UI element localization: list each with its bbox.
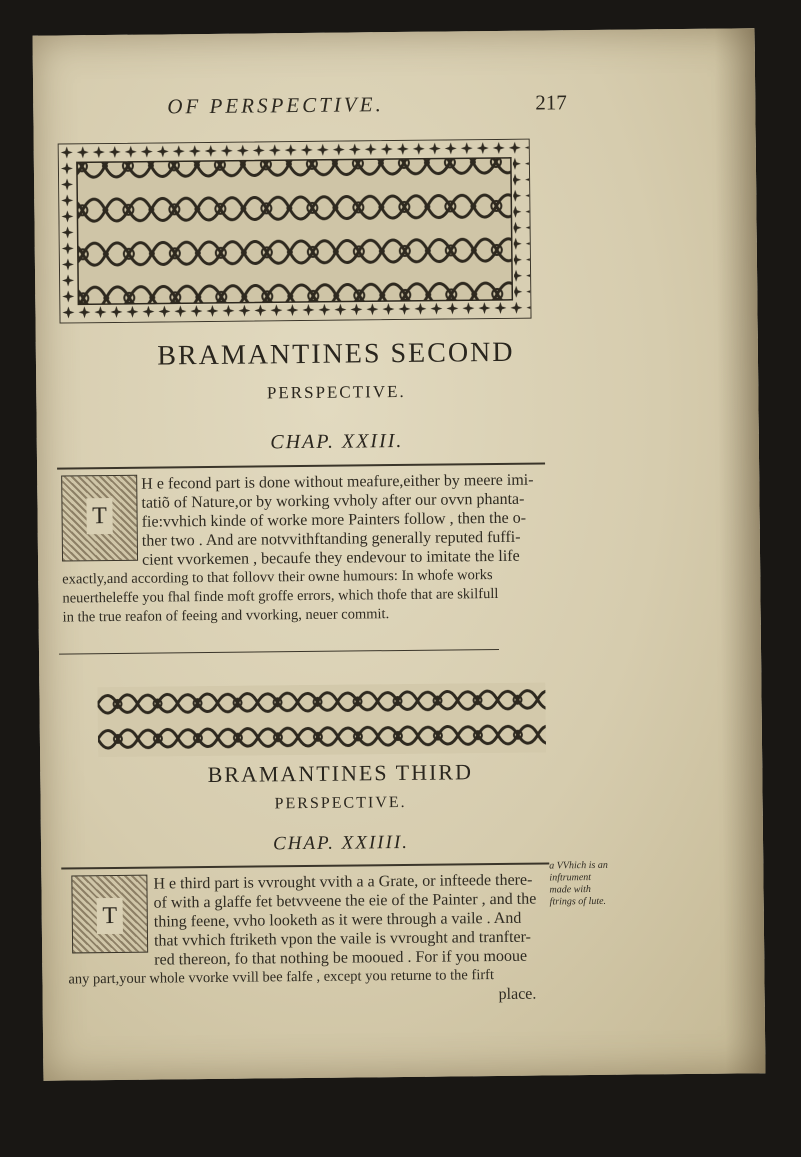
book-page bbox=[33, 28, 766, 1081]
text-line: that vvhich ftriketh vpon the vaile is vvrought and tranfter- bbox=[153, 928, 532, 950]
section-subtitle-third: PERSPECTIVE. bbox=[274, 793, 407, 813]
ornament-band-top bbox=[58, 139, 532, 324]
text-line: in the true reafon of feeing and vvorking, neuer commit. bbox=[62, 606, 390, 626]
chapter-heading-24: CHAP. XXIIII. bbox=[272, 831, 410, 855]
text-line: cient vvorkemen , becaufe they endevour to imitate the life bbox=[141, 547, 520, 569]
page-gutter-shadow bbox=[715, 28, 766, 1073]
text-line: H e fecond part is done without meafure,either by meere imi- bbox=[141, 471, 534, 493]
text-line: exactly,and according to that follovv their owne humours: In whofe works bbox=[62, 567, 493, 588]
divider-rule bbox=[61, 862, 549, 869]
text-line: ther two . And are notvvithftanding generally reputed fuffi- bbox=[141, 528, 521, 550]
divider-rule bbox=[59, 649, 499, 655]
text-line: of with a glaffe fet betvveene the eie of the Painter , and the bbox=[153, 890, 537, 912]
ornament-band-middle bbox=[97, 682, 546, 757]
text-line: fie:vvhich kinde of worke more Painters follow , then the o- bbox=[141, 509, 527, 531]
text-line: red thereon, fo that nothing be mooued . For if you mooue bbox=[154, 947, 528, 969]
text-line: H e third part is vvrought vvith a a Grate, or infteede there- bbox=[153, 871, 533, 893]
paragraph-third-perspective bbox=[41, 870, 552, 1015]
margin-note: a VVhich is an inftrument made with ftrings of lute. bbox=[549, 859, 608, 908]
page-number: 217 bbox=[535, 90, 567, 115]
text-line: place. bbox=[498, 985, 537, 1003]
chapter-heading-23: CHAP. XXIII. bbox=[270, 429, 404, 454]
text-line: tatiõ of Nature,or by working vvholy after our ovvn phanta- bbox=[141, 490, 525, 512]
text-line: any part,your whole vvorke vvill bee falfe , except you returne to the firft bbox=[68, 967, 495, 988]
section-subtitle-second: PERSPECTIVE. bbox=[266, 381, 406, 403]
drop-cap-letter: T bbox=[97, 898, 123, 934]
divider-rule bbox=[57, 462, 545, 469]
text-line: neuertheleffe you fhal finde moft groffe errors, which thofe that are skilfull bbox=[62, 585, 499, 607]
paragraph-second-perspective bbox=[37, 470, 559, 635]
text-line: thing feene, vvho looketh as it were through a vaile . And bbox=[153, 909, 522, 931]
running-head: OF PERSPECTIVE. bbox=[167, 92, 384, 119]
section-title-second: BRAMANTINES SECOND bbox=[157, 336, 515, 372]
drop-cap-letter: T bbox=[86, 498, 112, 534]
section-title-third: BRAMANTINES THIRD bbox=[207, 759, 474, 788]
